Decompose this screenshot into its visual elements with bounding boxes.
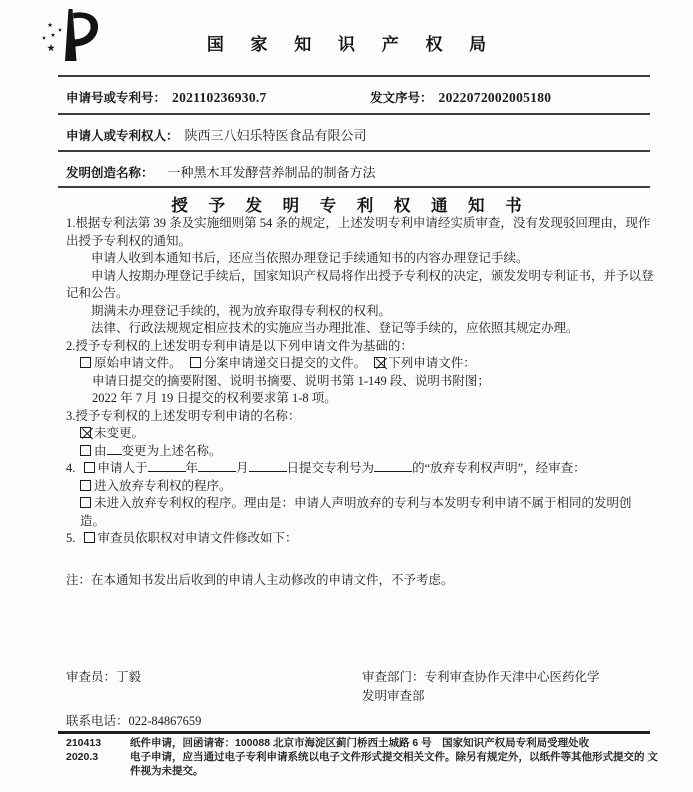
- clause-4-seg-4: 日提交专利号为: [286, 461, 375, 475]
- checkbox-title-unchanged: [80, 427, 91, 438]
- checkbox-abandon-declaration: [84, 462, 95, 473]
- clause-1-para-3: 申请人按期办理登记手续后，国家知识产权局将作出授予专利权的决定，颁发发明专利证书，并予以登记和公告。: [66, 268, 654, 300]
- clause-2-heading: 2.授予专利权的上述发明专利申请是以下列申请文件为基础的：: [66, 338, 413, 353]
- clause-4-seg-1: 申请人于: [97, 461, 148, 475]
- checkbox-examiner-amendment: [84, 532, 95, 543]
- option-title-unchanged-label: 未变更。: [94, 426, 145, 440]
- checkbox-not-enter-abandon-procedure: [80, 497, 91, 508]
- applicant-label: 申请人或专利权人：: [66, 129, 179, 143]
- phone-row: [66, 712, 201, 731]
- note-text: 注：在本通知书发出后收到的申请人主动修改的申请文件，不予考虑。: [66, 572, 454, 587]
- application-number-row: [66, 88, 650, 106]
- footer-divider-line: [58, 731, 650, 734]
- clause-2-file-list-1: 申请日提交的摘要附图、说明书摘要、说明书第 1-149 段、说明书附图；: [92, 373, 490, 388]
- applicant-value: 陕西三八妇乐特医食品有限公司: [184, 128, 367, 143]
- divider-line: [58, 113, 650, 115]
- footer-paper-filing-line: 纸件申请，回函请寄：100088 北京市海淀区蓟门桥西土城路 6 号 国家知识产权局专利局受理处收: [130, 737, 590, 749]
- clause-3-heading: 3.授予专利权的上述发明专利申请的名称：: [66, 408, 301, 423]
- blank-old-title: [107, 444, 122, 455]
- checkbox-original-documents: [80, 357, 91, 368]
- blank-patent-number: [374, 461, 412, 472]
- option-title-changed-post: 变更为上述名称。: [121, 443, 222, 458]
- checkbox-enter-abandon-procedure: [80, 480, 91, 491]
- examiner-row: [66, 670, 141, 684]
- clause-3-option-1: [80, 425, 654, 443]
- clause-2-options: [80, 355, 654, 373]
- notice-body: [58, 215, 654, 589]
- serial-label: 发文序号：: [370, 91, 433, 105]
- phone-label: 联系电话：: [66, 714, 129, 728]
- clause-1-para-4: 期满未办理登记手续的，视为放弃取得专利权的权利。: [91, 303, 392, 318]
- clause-5-label: 审查员依职权对申请文件修改如下：: [97, 531, 298, 545]
- blank-year: [148, 461, 186, 472]
- option-divisional-documents-label: 分案申请递交日提交的文件。: [203, 356, 367, 370]
- blank-month: [198, 461, 236, 472]
- blank-day: [249, 461, 287, 472]
- clause-5-heading: [58, 530, 654, 548]
- invention-label: 发明创造名称：: [66, 166, 154, 180]
- clause-1-text: 1.根据专利法第 39 条及实施细则第 54 条的规定，上述发明专利申请经实质审查，没有发现驳回理由，现作出授予专利权的通知。: [66, 216, 651, 248]
- option-not-enter-abandon-label: 未进入放弃专利权的程序。理由是：申请人声明放弃的专利与本发明专利申请不属于相同的发明创造。: [80, 496, 632, 528]
- divider-line: [58, 150, 650, 152]
- clause-4-seg-3: 月: [236, 461, 249, 475]
- signature-block: [66, 668, 650, 728]
- checkbox-title-changed: [80, 445, 91, 456]
- clause-1-para-2: 申请人收到本通知书后，还应当依照办理登记手续通知书的内容办理登记手续。: [91, 251, 529, 265]
- document-title: 授 予 发 明 专 利 权 通 知 书: [171, 197, 530, 215]
- form-code: 210413: [66, 737, 102, 749]
- option-following-documents-label: 下列申请文件：: [388, 356, 476, 370]
- footer: [66, 736, 663, 778]
- option-original-documents-label: 原始申请文件。: [94, 356, 182, 370]
- footer-instructions: [130, 736, 663, 778]
- option-title-changed-pre: 由: [94, 443, 107, 458]
- clause-4-number: 4.: [66, 461, 76, 475]
- app-no-value: 202110236930.7: [172, 90, 267, 105]
- department-row: [362, 668, 662, 706]
- clause-3-option-2: [80, 443, 654, 461]
- invention-value: 一种黑木耳发酵营养制品的制备方法: [167, 165, 376, 180]
- divider-line: [58, 75, 650, 77]
- department-label: 审查部门：: [362, 670, 425, 684]
- clause-1-para-5: 法律、行政法规规定相应技术的实施应当办理批准、登记等手续的，应依照其规定办理。: [91, 321, 579, 335]
- clause-4-option-2: [80, 495, 654, 530]
- form-version: 2020.3: [66, 751, 99, 763]
- serial-value: 2022072002005180: [438, 90, 552, 105]
- checkbox-divisional-documents: [190, 357, 201, 368]
- phone-number: 022-84867659: [128, 714, 202, 728]
- app-no-label: 申请号或专利号：: [66, 91, 167, 105]
- examiner-label: 审查员：: [66, 670, 117, 684]
- clause-4-seg-5: 的“放弃专利权声明”，经审查：: [412, 461, 586, 475]
- invention-title-row: [66, 162, 650, 181]
- clause-5-number: 5.: [66, 531, 76, 545]
- clause-2-file-list-2: 2022 年 7 月 19 日提交的权利要求第 1-8 项。: [92, 391, 337, 405]
- agency-title: 国 家 知 识 产 权 局: [206, 35, 498, 54]
- clause-4-seg-2: 年: [185, 461, 199, 475]
- checkbox-following-documents: [374, 357, 385, 368]
- applicant-row: [66, 125, 650, 144]
- footer-electronic-filing-line: 电子申请，应当通过电子专利申请系统以电子文件形式提交相关文件。除另有规定外，以纸件等其他形式提交的 文件视为未提交。: [130, 751, 658, 777]
- clause-4-option-1: [80, 478, 654, 496]
- form-code-block: [66, 736, 130, 778]
- clause-4-heading: [58, 460, 654, 478]
- department-name-line2: 发明审查部: [362, 689, 425, 703]
- divider-line: [58, 186, 650, 188]
- examiner-name: 丁毅: [116, 670, 142, 684]
- option-enter-abandon-label: 进入放弃专利权的程序。: [94, 478, 232, 493]
- department-name-line1: 专利审查协作天津中心医药化学: [424, 670, 600, 684]
